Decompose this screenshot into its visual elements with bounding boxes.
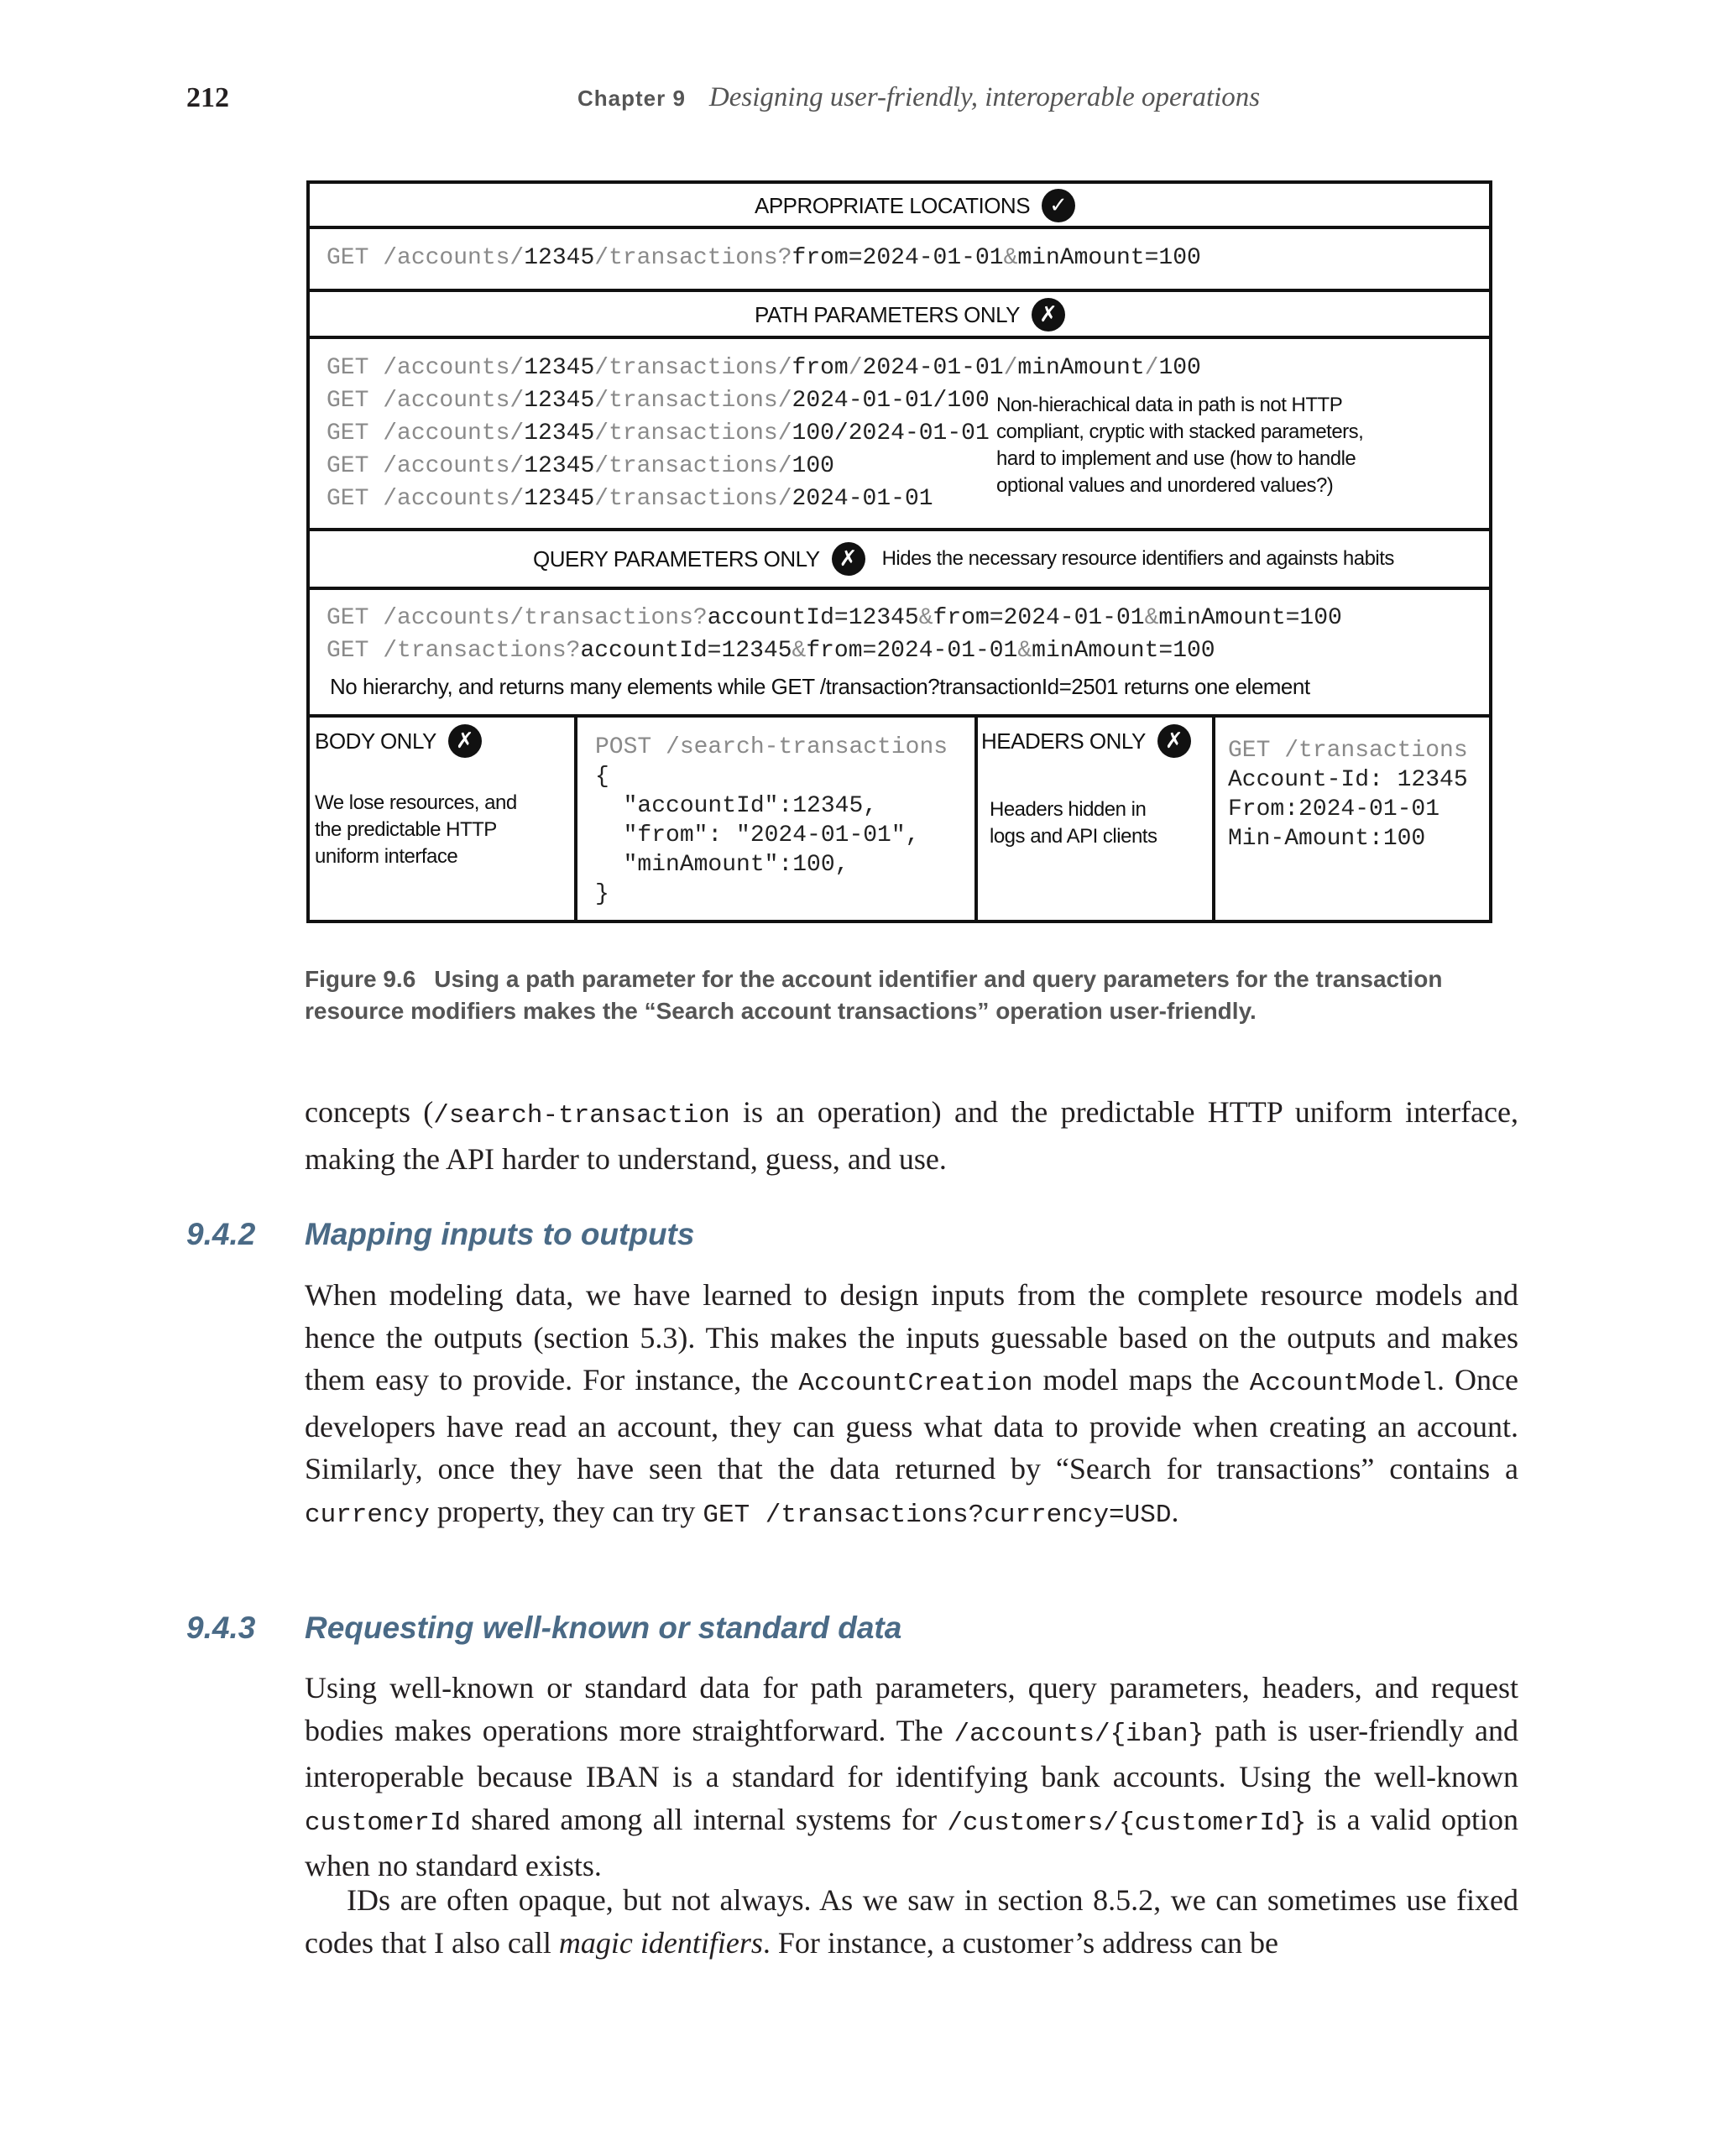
divider bbox=[574, 714, 577, 920]
text-run: model maps the bbox=[1032, 1363, 1250, 1396]
code-segment: 12345 bbox=[524, 388, 595, 414]
inline-code: /search-transaction bbox=[433, 1101, 730, 1130]
code-segment: 12345 bbox=[524, 420, 595, 446]
code-line bbox=[327, 634, 1342, 667]
code-segment: & bbox=[1017, 638, 1032, 664]
headers-note bbox=[990, 796, 1157, 850]
code-line bbox=[595, 791, 948, 821]
paragraph bbox=[305, 1091, 1518, 1180]
text-run: magic identifiers bbox=[558, 1925, 763, 1960]
code-segment: 100 bbox=[1158, 355, 1201, 381]
inline-code: currency bbox=[305, 1500, 430, 1530]
text-run: property, they can try bbox=[429, 1494, 703, 1528]
code-segment: minAmount bbox=[1017, 355, 1145, 381]
query-note: Hides the necessary resource identifiers and againsts habits bbox=[881, 547, 1394, 570]
code-segment: minAmount=100 bbox=[1158, 605, 1342, 631]
text-run: is a valid option when no standard exists. bbox=[305, 1802, 1518, 1882]
code-block bbox=[595, 733, 948, 909]
figure-9-6 bbox=[306, 180, 1492, 923]
code-segment: 12345 bbox=[524, 453, 595, 479]
section-title: Mapping inputs to outputs bbox=[305, 1217, 695, 1251]
text-run: path is user-friendly and interoperable because IBAN is a standard for identifying bank accounts. Using the well-known bbox=[305, 1713, 1518, 1793]
caption-text: Using a path parameter for the account identifier and query parameters for the transaction resource modifiers makes the “Search account transactions” operation user-friendly. bbox=[305, 966, 1443, 1024]
code-segment: } bbox=[595, 881, 609, 907]
code-segment: 2024-01-01/100 bbox=[792, 388, 990, 414]
code-line bbox=[1228, 824, 1468, 854]
note-line: optional values and unordered values?) bbox=[996, 474, 1334, 497]
code-segment: & bbox=[1003, 245, 1018, 271]
page-number: 212 bbox=[186, 82, 229, 113]
text-run: Using well-known or standard data for path parameters, query parameters, headers, and request bodies makes operations more straightforward. The bbox=[305, 1671, 1518, 1747]
code-segment: GET /accounts/ bbox=[327, 453, 525, 479]
query-only-header bbox=[533, 538, 1394, 580]
chapter-title: Designing user-friendly, interoperable operations bbox=[708, 82, 1261, 112]
code-segment: From:2024-01-01 bbox=[1228, 796, 1440, 822]
paragraph bbox=[305, 1274, 1518, 1537]
section-title: BODY ONLY bbox=[315, 728, 436, 754]
code-segment: from=2024-01-01 bbox=[933, 605, 1145, 631]
note-line: hard to implement and use (how to handle bbox=[996, 447, 1356, 470]
section-title: APPROPRIATE LOCATIONS bbox=[755, 192, 1031, 218]
body-note bbox=[315, 790, 517, 870]
query-footnote: No hierarchy, and returns many elements while GET /transaction?transactionId=2501 returns one element bbox=[330, 674, 1310, 699]
code-line bbox=[327, 242, 1201, 274]
x-icon: ✗ bbox=[1157, 724, 1191, 758]
chapter-label: Chapter 9 bbox=[577, 86, 686, 111]
divider bbox=[310, 587, 1489, 590]
code-line bbox=[327, 602, 1342, 634]
code-segment: from bbox=[792, 355, 849, 381]
inline-code: AccountCreation bbox=[798, 1369, 1033, 1398]
code-segment: 2024-01-01 bbox=[862, 355, 1004, 381]
code-segment: & bbox=[918, 605, 933, 631]
code-segment: /transactions/ bbox=[594, 388, 792, 414]
check-icon: ✓ bbox=[1042, 189, 1075, 222]
code-segment: { bbox=[595, 764, 609, 790]
code-segment: GET /accounts/ bbox=[327, 245, 525, 271]
path-only-header bbox=[755, 295, 1065, 334]
paragraph bbox=[305, 1879, 1518, 1964]
x-icon: ✗ bbox=[1032, 298, 1065, 331]
text-run: shared among all internal systems for bbox=[461, 1802, 948, 1836]
code-segment: GET /transactions? bbox=[327, 638, 581, 664]
code-segment: /transactions? bbox=[594, 245, 792, 271]
divider bbox=[310, 336, 1489, 339]
code-segment: GET /accounts/ bbox=[327, 420, 525, 446]
code-segment: / bbox=[1144, 355, 1159, 381]
code-segment: minAmount=100 bbox=[1017, 245, 1201, 271]
inline-code: GET /transactions?currency=USD bbox=[703, 1500, 1172, 1530]
code-segment: from=2024-01-01 bbox=[806, 638, 1018, 664]
code-segment: /transactions/ bbox=[594, 453, 792, 479]
code-line bbox=[595, 733, 948, 762]
inline-code: /accounts/{iban} bbox=[954, 1719, 1204, 1749]
body-only-header bbox=[315, 724, 482, 758]
code-line bbox=[1228, 736, 1468, 765]
x-icon: ✗ bbox=[448, 724, 482, 758]
headers-only-header bbox=[981, 724, 1191, 758]
figure-caption bbox=[305, 963, 1522, 1027]
code-segment: 2024-01-01 bbox=[792, 486, 933, 512]
code-line bbox=[1228, 765, 1468, 795]
code-line bbox=[595, 850, 948, 880]
section-title: HEADERS ONLY bbox=[981, 728, 1146, 754]
divider bbox=[974, 714, 978, 920]
code-segment: 100 bbox=[792, 453, 834, 479]
note-line: We lose resources, and bbox=[315, 791, 517, 814]
text-run: . bbox=[1171, 1494, 1179, 1528]
code-segment: 100/2024-01-01 bbox=[792, 420, 990, 446]
divider bbox=[1212, 714, 1215, 920]
code-segment: "accountId":12345, bbox=[595, 793, 878, 819]
code-segment: GET /accounts/ bbox=[327, 388, 525, 414]
divider bbox=[310, 289, 1489, 292]
inline-code: AccountModel bbox=[1249, 1369, 1437, 1398]
code-segment: /transactions/ bbox=[594, 355, 792, 381]
note-line: the predictable HTTP bbox=[315, 818, 497, 841]
text-run: IDs are often opaque, but not always. As we saw in section 8.5.2, we can sometimes use fixed codes that I also call bbox=[305, 1883, 1518, 1960]
code-segment: 12345 bbox=[524, 355, 595, 381]
code-block bbox=[1228, 736, 1468, 854]
code-segment: minAmount=100 bbox=[1032, 638, 1215, 664]
code-segment: /transactions/ bbox=[594, 486, 792, 512]
x-icon: ✗ bbox=[832, 542, 865, 576]
text-run: . Once developers have read an account, they can guess what data to provide when creating an account. Similarly, once they have seen that the data returned by “Search for transactions” contains a bbox=[305, 1363, 1519, 1485]
code-segment: accountId=12345 bbox=[580, 638, 792, 664]
paragraph bbox=[305, 1667, 1518, 1887]
path-note bbox=[996, 392, 1363, 499]
text-run: concepts ( bbox=[305, 1095, 434, 1129]
appropriate-header bbox=[755, 186, 1075, 225]
section-title: PATH PARAMETERS ONLY bbox=[755, 301, 1021, 327]
section-number: 9.4.2 bbox=[186, 1217, 256, 1251]
code-segment: accountId=12345 bbox=[707, 605, 919, 631]
running-header bbox=[577, 82, 1260, 113]
divider bbox=[310, 226, 1489, 229]
divider bbox=[310, 714, 1489, 718]
code-segment: / bbox=[848, 355, 863, 381]
code-segment: POST /search-transactions bbox=[595, 734, 948, 760]
code-line bbox=[595, 762, 948, 791]
code-segment: "minAmount":100, bbox=[595, 852, 849, 878]
code-line bbox=[595, 821, 948, 850]
note-line: uniform interface bbox=[315, 845, 458, 868]
text-run: is an operation) and the predictable HTTP uniform interface, making the API harder to understand, guess, and use. bbox=[305, 1095, 1518, 1176]
code-segment: Min-Amount:100 bbox=[1228, 826, 1426, 852]
note-line: logs and API clients bbox=[990, 825, 1157, 848]
code-segment: /transactions/ bbox=[594, 420, 792, 446]
code-block bbox=[327, 602, 1342, 667]
code-segment: & bbox=[1144, 605, 1159, 631]
divider bbox=[310, 528, 1489, 531]
code-segment: 12345 bbox=[524, 245, 595, 271]
inline-code: customerId bbox=[305, 1808, 462, 1838]
text-run: When modeling data, we have learned to design inputs from the complete resource models and hence the outputs (section 5.3). This makes the inputs guessable based on the outputs and makes them easy to provide. For instance, the bbox=[305, 1278, 1518, 1396]
code-segment: GET /accounts/ bbox=[327, 486, 525, 512]
note-line: Headers hidden in bbox=[990, 798, 1147, 821]
code-segment: GET /transactions bbox=[1228, 738, 1468, 764]
section-title: Requesting well-known or standard data bbox=[305, 1610, 902, 1645]
code-block bbox=[327, 242, 1201, 274]
code-segment: "from": "2024-01-01", bbox=[595, 822, 920, 848]
section-number: 9.4.3 bbox=[186, 1610, 256, 1645]
code-segment: GET /accounts/transactions? bbox=[327, 605, 708, 631]
note-line: compliant, cryptic with stacked parameters, bbox=[996, 420, 1364, 443]
code-segment: from=2024-01-01 bbox=[792, 245, 1004, 271]
code-segment: GET /accounts/ bbox=[327, 355, 525, 381]
code-segment: / bbox=[1003, 355, 1018, 381]
code-segment: Account-Id: 12345 bbox=[1228, 767, 1468, 793]
inline-code: /customers/{customerId} bbox=[947, 1808, 1307, 1838]
code-line bbox=[595, 880, 948, 909]
code-line bbox=[327, 352, 1201, 384]
text-run: . For instance, a customer’s address can be bbox=[762, 1925, 1279, 1960]
code-segment: & bbox=[792, 638, 807, 664]
note-line: Non-hierachical data in path is not HTTP bbox=[996, 394, 1343, 416]
code-line bbox=[1228, 795, 1468, 824]
code-segment: 12345 bbox=[524, 486, 595, 512]
section-title: QUERY PARAMETERS ONLY bbox=[533, 546, 820, 572]
caption-label: Figure 9.6 bbox=[305, 966, 416, 992]
